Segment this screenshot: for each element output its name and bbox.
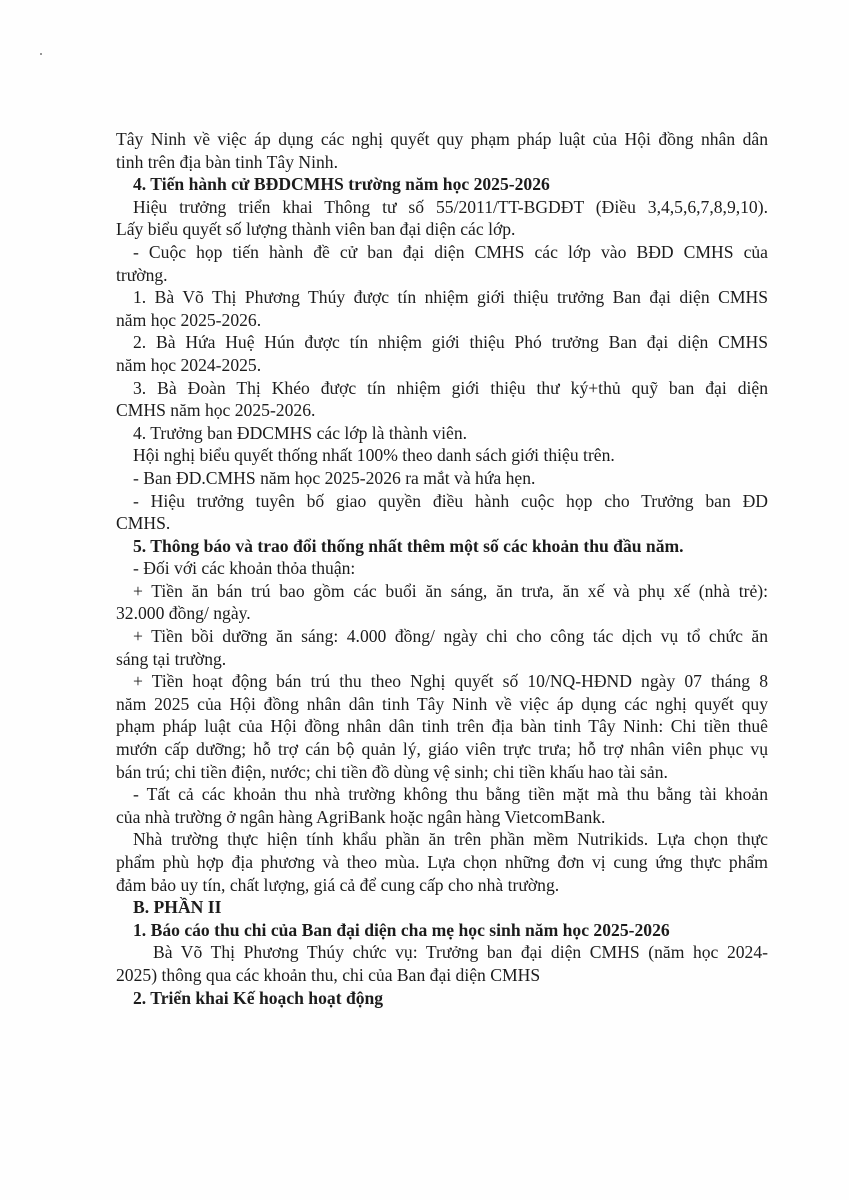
section-heading: 4. Tiến hành cử BĐDCMHS trường năm học 2025-2026 <box>133 174 550 195</box>
text-line: 32.000 đồng/ ngày. <box>116 603 251 624</box>
text-line: năm học 2025-2026. <box>116 309 262 330</box>
text-line: 1. Bà Võ Thị Phương Thúy được tín nhiệm giới thiệu trưởng Ban đại diện CMHS <box>133 287 768 308</box>
text-line: sáng tại trường. <box>116 648 227 669</box>
text-line: - Cuộc họp tiến hành đề cử ban đại diện CMHS các lớp vào BĐD CMHS của <box>133 241 768 262</box>
text-line: đảm bảo uy tín, chất lượng, giá cả để cung cấp cho nhà trường. <box>116 874 560 895</box>
text-line: 4. Trưởng ban ĐDCMHS các lớp là thành viên. <box>133 422 468 443</box>
document-body <box>116 128 768 1009</box>
text-line: Tây Ninh về việc áp dụng các nghị quyết quy phạm pháp luật của Hội đồng nhân dân <box>116 129 768 149</box>
text-line: Nhà trường thực hiện tính khẩu phần ăn trên phần mềm Nutrikids. Lựa chọn thực <box>133 829 768 850</box>
text-line: 2. Bà Hứa Huệ Hún được tín nhiệm giới thiệu Phó trưởng Ban đại diện CMHS <box>133 332 768 353</box>
text-line: CMHS năm học 2025-2026. <box>116 400 316 421</box>
text-line: mướn cấp dưỡng; hỗ trợ cán bộ quản lý, giáo viên trực trưa; hỗ trợ nhân viên phục vụ <box>116 739 768 760</box>
text-line: Lấy biểu quyết số lượng thành viên ban đại diện các lớp. <box>116 219 516 240</box>
text-line: phạm pháp luật của Hội đồng nhân dân tinh trên địa bàn tinh Tây Ninh: Chi tiền thuê <box>116 716 768 737</box>
section-heading: B. PHẦN II <box>133 897 222 918</box>
text-line: phẩm phù hợp địa phương và theo mùa. Lựa chọn những đơn vị cung ứng thực phẩm <box>116 852 768 872</box>
text-line: Hội nghị biểu quyết thống nhất 100% theo danh sách giới thiệu trên. <box>133 445 615 466</box>
text-line: 2025) thông qua các khoản thu, chi của Ban đại diện CMHS <box>116 964 541 985</box>
text-line: năm học 2024-2025. <box>116 354 262 375</box>
text-line: tinh trên địa bàn tinh Tây Ninh. <box>116 151 339 172</box>
scan-speck <box>40 53 42 55</box>
text-line: Hiệu trưởng triển khai Thông tư số 55/2011/TT-BGDĐT (Điều 3,4,5,6,7,8,9,10). <box>133 196 768 217</box>
text-line: - Tất cả các khoản thu nhà trường không thu bằng tiền mặt mà thu bằng tài khoản <box>133 784 768 805</box>
text-line: của nhà trường ở ngân hàng AgriBank hoặc ngân hàng VietcomBank. <box>116 806 606 827</box>
text-line: CMHS. <box>116 513 171 534</box>
text-line: - Hiệu trưởng tuyên bố giao quyền điều hành cuộc họp cho Trưởng ban ĐD <box>133 490 768 511</box>
text-line: năm 2025 của Hội đồng nhân dân tinh Tây Ninh về việc áp dụng các nghị quyết quy <box>116 693 768 714</box>
text-line: + Tiền bồi dưỡng ăn sáng: 4.000 đồng/ ngày chi cho công tác dịch vụ tổ chức ăn <box>133 626 768 647</box>
section-heading: 5. Thông báo và trao đổi thống nhất thêm một số các khoản thu đầu năm. <box>133 535 684 556</box>
text-line: bán trú; chi tiền điện, nước; chi tiền đồ dùng vệ sinh; chi tiền khấu hao tài sản. <box>116 761 668 782</box>
text-line: Bà Võ Thị Phương Thúy chức vụ: Trưởng ban đại diện CMHS (năm học 2024- <box>153 942 768 963</box>
text-line: - Ban ĐD.CMHS năm học 2025-2026 ra mắt và hứa hẹn. <box>133 467 536 488</box>
text-line: - Đối với các khoản thỏa thuận: <box>133 558 356 579</box>
text-line: + Tiền hoạt động bán trú thu theo Nghị quyết số 10/NQ-HĐND ngày 07 tháng 8 <box>133 671 768 692</box>
text-line: + Tiền ăn bán trú bao gồm các buổi ăn sáng, ăn trưa, ăn xế và phụ xế (nhà trẻ): <box>133 580 768 601</box>
text-line: trường. <box>116 264 168 285</box>
text-line: 3. Bà Đoàn Thị Khéo được tín nhiệm giới thiệu thư ký+thủ quỹ ban đại diện <box>133 377 768 398</box>
section-heading: 2. Triển khai Kế hoạch hoạt động <box>133 987 384 1008</box>
section-heading: 1. Báo cáo thu chi của Ban đại diện cha mẹ học sinh năm học 2025-2026 <box>133 919 670 940</box>
